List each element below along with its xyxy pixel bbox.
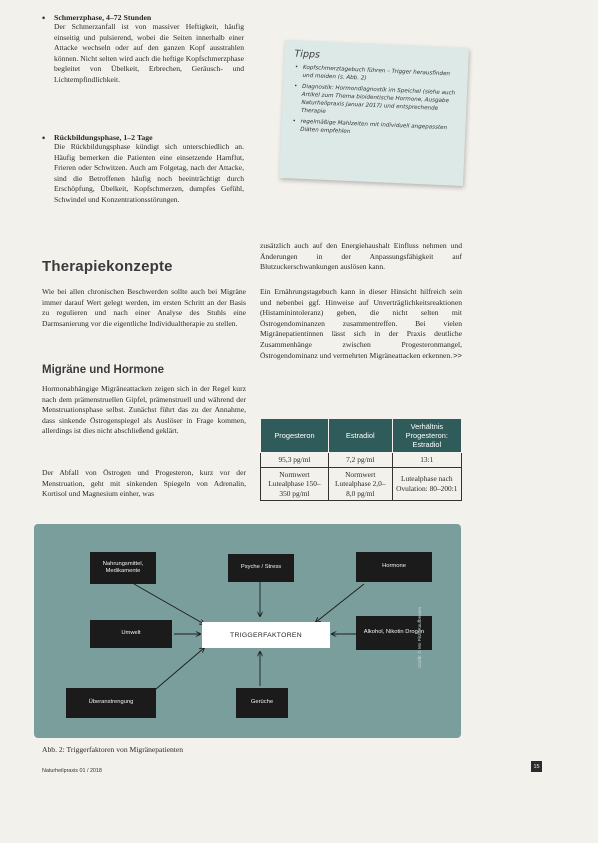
bullet-text: Der Schmerzanfall ist von massiver Heftigkeit, häufig einseitig und pulsierend, wobei die Seiten innerhalb einer Attacke wechseln oder auf den ganzen Kopf ausstrahlen können. Nicht selten wird auch die heftige Kopfschmerzphase begleitet von Übelkeit, Erbrechen, Geräusch- und Lichtempfindlichkeit. [54, 22, 244, 84]
table-header-progesteron: Progesteron [261, 419, 329, 453]
hormone-values-table [260, 418, 462, 501]
subsection-paragraph-2: Der Abfall von Östrogen und Progesteron, kurz vor der Menstruation, geht mit sinkenden Spiegeln von Adrenalin, Kortisol und Magnesium einher, was [42, 468, 246, 499]
node-triggerfaktoren: TRIGGERFAKTOREN [202, 622, 330, 648]
table-cell: 13:1 [392, 453, 461, 468]
table-row [261, 467, 462, 501]
bullet-marker: • [42, 133, 46, 143]
section-paragraph: Wie bei allen chronischen Beschwerden sollte auch bei Migräne immer darauf Wert gelegt werden, im ersten Schritt an der Basis zu regulieren und nach einer Analyse des Stuhls eine Darmsanierung vor die eigentliche Individualtherapie zu stellen. [42, 287, 246, 328]
table-header-verhaeltnis: Verhältnis Progesteron: Estradiol [392, 419, 461, 453]
node-psyche-stress: Psyche / Stress [228, 554, 294, 582]
table-cell: Normwert Lutealphase 150–350 pg/ml [261, 467, 329, 501]
section-title: Therapiekonzepte [42, 258, 173, 275]
bullet-title: Rückbildungsphase, 1–2 Tage [54, 133, 153, 142]
page-number: 15 [531, 761, 542, 772]
page-footer: Naturheilpraxis 01 / 2018 [42, 768, 102, 774]
table-header-row [261, 419, 462, 453]
subsection-paragraph-1: Hormonabhängige Migräneattacken zeigen sich in der Regel kurz nach dem prämenstruellen Gipfel, prämenstruell und während der Menstruationsphase selbst. Zunächst führt das zu der Annahme, dass sinkende Östrogenspiegel als Auslöser in Frage kommen, allerdings ist dies nicht abschließend geklärt. [42, 384, 246, 436]
table-row [261, 453, 462, 468]
table-cell: Lutealphase nach Ovulation: 80–200:1 [392, 467, 461, 501]
arrow-ueber [156, 648, 204, 689]
node-ueberanstrengung: Überanstrengung [66, 688, 156, 718]
bullet-marker: • [42, 13, 46, 23]
tips-item: • regelmäßige Mahlzeiten mit individuell angepassten Diäten empfehlen [300, 118, 456, 141]
node-gerueche: Gerüche [236, 688, 288, 718]
node-umwelt: Umwelt [90, 620, 172, 648]
tips-item: • Kopfschmerztagebuch führen – Trigger herausfinden und meiden (s. Abb. 2) [302, 64, 458, 87]
table-cell: 7,2 pg/ml [328, 453, 392, 468]
tips-title: Tipps [294, 48, 321, 61]
tips-note [279, 40, 469, 186]
right-paragraph-2-text: Ein Ernährungstagebuch kann in dieser Hinsicht hilfreich sein und nebenbei ggf. Hinweise auf Unverträglichkeitsreaktionen (Histaminintoleranz) geben, die nicht selten mit Östrogendominanzen zusammentreffen. Bei vielen Migränepatientinnen lässt sich in der Praxis deutliche Zusammenhänge zwischen Progesteronmangel, Östrogendominanz und vermehrten Migräneattacken erkennen. [260, 287, 462, 360]
bullet-title: Schmerzphase, 4–72 Stunden [54, 13, 152, 22]
diagram-credit: Grafik: © Mo Pirzl, Kaufbeuren [417, 606, 422, 668]
tips-list [291, 63, 458, 140]
right-paragraph-2 [260, 287, 462, 361]
node-nahrungsmittel: Nahrungsmittel, Medikamente [90, 552, 156, 584]
table-cell: Normwert Lutealphase 2,0–8,0 pg/ml [328, 467, 392, 501]
tips-item: • Diagnostik: Hormondiagnostik im Speichel (siehe auch Artikel zum Thema bioidentische Hormone, Ausgabe Naturheilpraxis Januar 2017) und entsprechende Therapie [301, 83, 457, 122]
continue-marker: >> [453, 350, 462, 360]
subsection-title: Migräne und Hormone [42, 364, 165, 376]
table-header-estradiol: Estradiol [328, 419, 392, 453]
table-cell: 95,3 pg/ml [261, 453, 329, 468]
arrow-nahrung [134, 584, 204, 624]
node-alkohol-nikotin: Alkohol, Nikotin Drogen [356, 616, 432, 650]
node-hormone: Hormone [356, 552, 432, 582]
right-paragraph-1: zusätzlich auch auf den Energiehaushalt Einfluss nehmen und Änderungen in der Anpassungsfähigkeit auf Blutzuckerschwankungen auslösen kann. [260, 241, 462, 272]
bullet-text: Die Rückbildungsphase kündigt sich unterschiedlich an. Häufig bemerken die Patienten eine einsetzende Harnflut, Frieren oder Schwitzen. Auch am Folgetag, nach der Attacke, sind die Betroffenen häufig noch beeinträchtigt durch Erschöpfung, Übelkeit, Kopfschmerzen, dumpfes Gefühl, Schwindel und Konzentrationsstörungen. [54, 142, 244, 204]
figure-caption: Abb. 2: Triggerfaktoren von Migränepatienten [42, 745, 184, 754]
bullet-rueckbildungsphase [42, 133, 244, 206]
bullet-schmerzphase [42, 13, 244, 86]
trigger-diagram [34, 524, 461, 738]
